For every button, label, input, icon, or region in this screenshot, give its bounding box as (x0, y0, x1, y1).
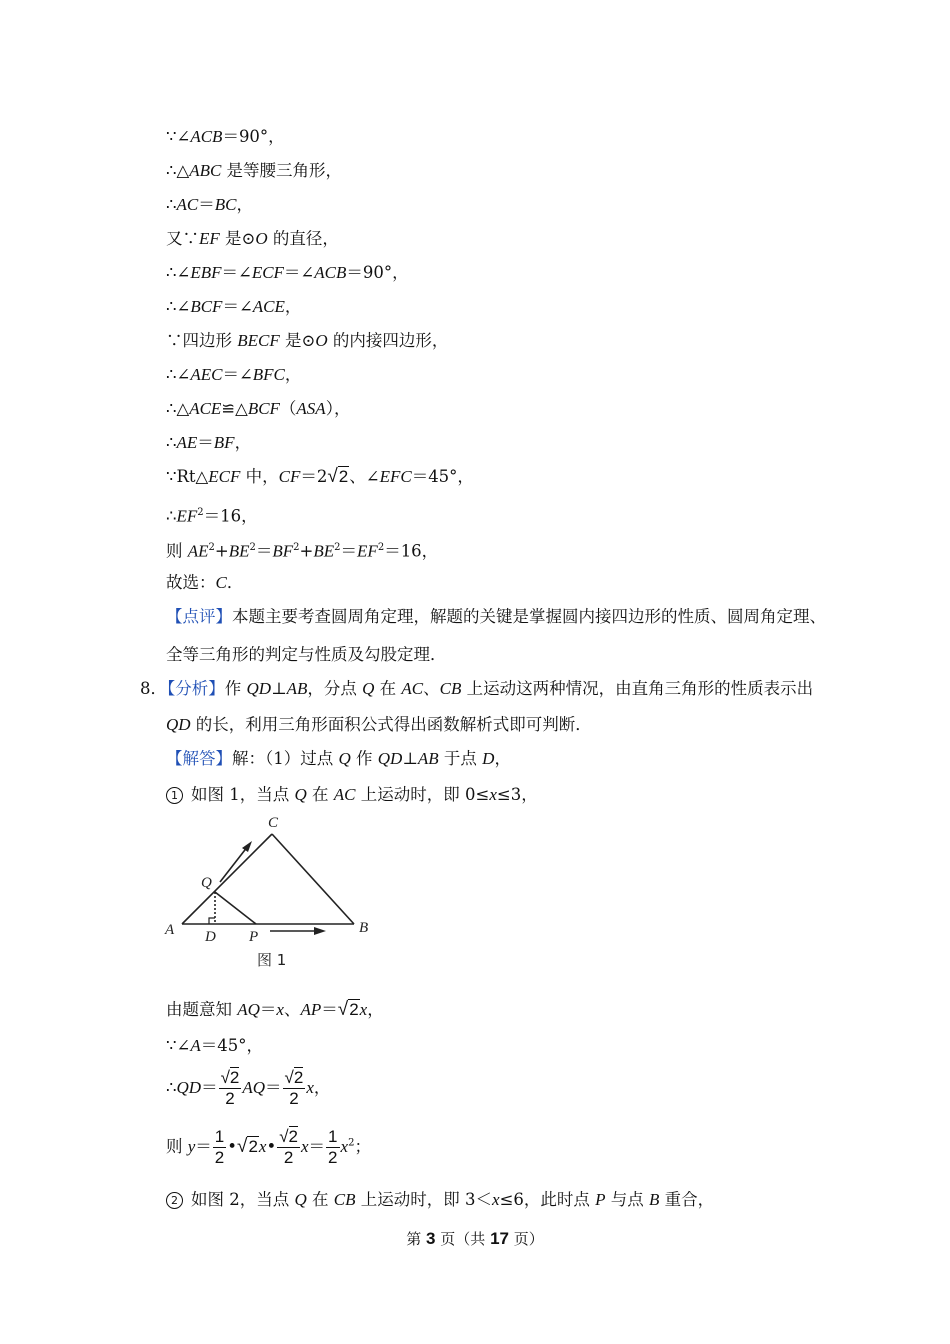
arrow-p-head (314, 927, 326, 935)
line-11: ∵Rt△ECF 中，CF＝2√2、∠EFC＝45°， (166, 466, 474, 487)
answer-tag: 【解答】 (166, 749, 232, 768)
sqrt-2: √2 (327, 466, 349, 487)
label-b: B (359, 920, 369, 936)
label-c: C (268, 815, 279, 831)
right-angle-mark (209, 918, 215, 924)
side-ac (182, 834, 272, 924)
line-4: 又∵EF 是⊙O 的直径， (166, 229, 339, 248)
label-p: P (249, 929, 259, 945)
fraction-sqrt2-over-2: $\frac{√2}{2}$ (279, 1127, 298, 1167)
case-1-line: 1 如图 1，当点 Q 在 AC 上运动时，即 0≤x≤3， (166, 784, 538, 806)
q8-line-1: 8．【分析】作 QD⊥AB，分点 Q 在 AC、CB 上运动这两种情况，由直角三角形的性质表示出 (140, 679, 814, 698)
fraction-sqrt2-over-2: $\frac{√2}{2}$ (284, 1068, 304, 1108)
segment-qp (215, 892, 256, 924)
line-12: $\therefore EF^2=16$， (166, 506, 258, 526)
line-5: ∴∠EBF＝∠ECF＝∠ACB＝90°， (166, 263, 409, 282)
label-a: A (165, 922, 175, 938)
line-6: ∴∠BCF＝∠ACE， (166, 297, 302, 316)
review-line-2: 全等三角形的判定与性质及勾股定理． (166, 645, 447, 664)
fraction-sqrt2-over-2: $\frac{√2}{2}$ (220, 1068, 240, 1108)
analysis-tag: 【分析】 (167, 679, 225, 698)
answer-line: 【解答】解：（1）过点 Q 作 QD⊥AB 于点 D， (166, 749, 511, 768)
page-total: 17 (490, 1229, 509, 1248)
fraction-one-half: $\frac{1}{2}$ (328, 1127, 338, 1167)
label-d: D (205, 929, 216, 945)
line-9: ∴△ACE≌△BCF（ASA）， (166, 399, 351, 418)
side-cb (272, 834, 354, 924)
arrow-q-line (220, 846, 248, 882)
q8-line-2: QD 的长，利用三角形面积公式得出函数解析式即可判断． (166, 715, 592, 734)
case-2-line: 2 如图 2，当点 Q 在 CB 上运动时，即 3＜x≤6，此时点 P 与点 B 重合， (166, 1189, 714, 1211)
page-number: 3 (426, 1229, 436, 1248)
line-1: ∵∠ACB＝90°， (166, 127, 285, 146)
known-line: 由题意知 AQ＝x、AP＝√2x， (166, 999, 384, 1020)
fraction-one-half: $\frac{1}{2}$ (214, 1127, 225, 1167)
line-3: ∴AC＝BC， (166, 195, 253, 214)
label-q: Q (201, 875, 212, 891)
angle-line: ∵∠A＝45°， (166, 1036, 263, 1055)
qd-line: ∴QD＝ $\frac{√2}{2}$ AQ＝ $\frac{√2}{2}$ x， (166, 1068, 331, 1108)
figure-caption: 图 1 (257, 951, 287, 969)
figure-1 (160, 810, 390, 979)
circled-number-1: 1 (166, 787, 183, 804)
line-7: ∵四边形 BECF 是⊙O 的内接四边形， (166, 331, 449, 350)
line-10: ∴AE＝BF， (166, 433, 252, 452)
triangle-diagram (160, 810, 390, 975)
circled-number-2: 2 (166, 1192, 183, 1209)
line-2: ∴△ABC 是等腰三角形， (166, 161, 343, 180)
line-14: 故选：C． (166, 573, 244, 592)
review-tag: 【点评】 (166, 607, 232, 626)
page-footer: 第 3 页（共 17 页） (406, 1229, 544, 1248)
line-13: 则 $AE^2+BE^2=BF^2+BE^2=EF^2=16$， (166, 541, 439, 561)
line-8: ∴∠AEC＝∠BFC， (166, 365, 302, 384)
y-line: 则 y＝ $\frac{1}{2}$ •√2x• $\frac{√2}{2}$ x＝ $\frac{1}{2}$ $x^2$； (166, 1127, 371, 1167)
arrow-q-head (242, 841, 252, 852)
review-line-1: 【点评】本题主要考查圆周角定理，解题的关键是掌握圆内接四边形的性质、圆周角定理、 (166, 607, 826, 626)
